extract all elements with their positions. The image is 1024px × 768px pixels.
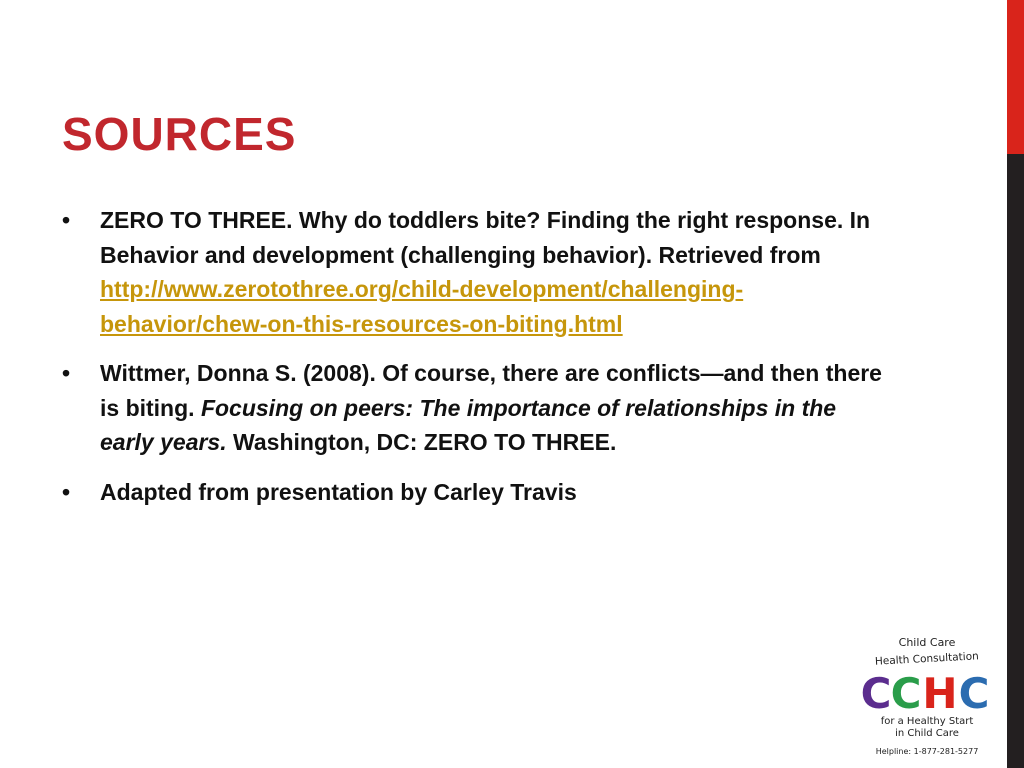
sources-list <box>62 203 892 524</box>
bullet-marker: • <box>62 360 71 386</box>
logo-letter-c1: C <box>860 669 892 718</box>
accent-bar-dark <box>1007 154 1024 768</box>
accent-bar-red <box>1007 0 1024 154</box>
source-item-adapted <box>62 475 892 510</box>
source-text: Adapted from presentation by Carley Travis <box>100 478 577 505</box>
source-text: Wittmer, Donna S. (2008). Of course, there are conflicts—and then there is biting. <box>100 360 882 421</box>
logo-line2: Health Consultation <box>874 650 980 668</box>
source-book-title: Focusing on peers: The importance of relationships in the early years. <box>100 394 837 455</box>
cchc-logo <box>858 632 996 760</box>
slide-title: SOURCES <box>62 108 297 160</box>
source-item-wittmer <box>62 356 892 460</box>
logo-line1: Child Care <box>898 636 956 649</box>
source-link[interactable]: http://www.zerotothree.org/child-development/challenging-behavior/chew-on-this-resources-on-biting.html <box>100 276 744 337</box>
logo-tagline2: in Child Care <box>895 728 959 739</box>
bullet-marker: • <box>62 478 71 505</box>
source-publisher: Washington, DC: ZERO TO THREE. <box>233 429 617 455</box>
source-item-zero-to-three <box>62 203 892 341</box>
logo-letter-c3: C <box>958 669 990 718</box>
bullet-marker: • <box>62 207 71 233</box>
logo-helpline: Helpline: 1-877-281-5277 <box>875 747 979 756</box>
logo-tagline1: for a Healthy Start <box>880 716 974 727</box>
logo-letter-h: H <box>922 669 958 718</box>
logo-letter-c2: C <box>890 669 922 718</box>
source-text: ZERO TO THREE. Why do toddlers bite? Finding the right response. In Behavior and development (challenging behavior). Retrieved from <box>100 207 871 268</box>
